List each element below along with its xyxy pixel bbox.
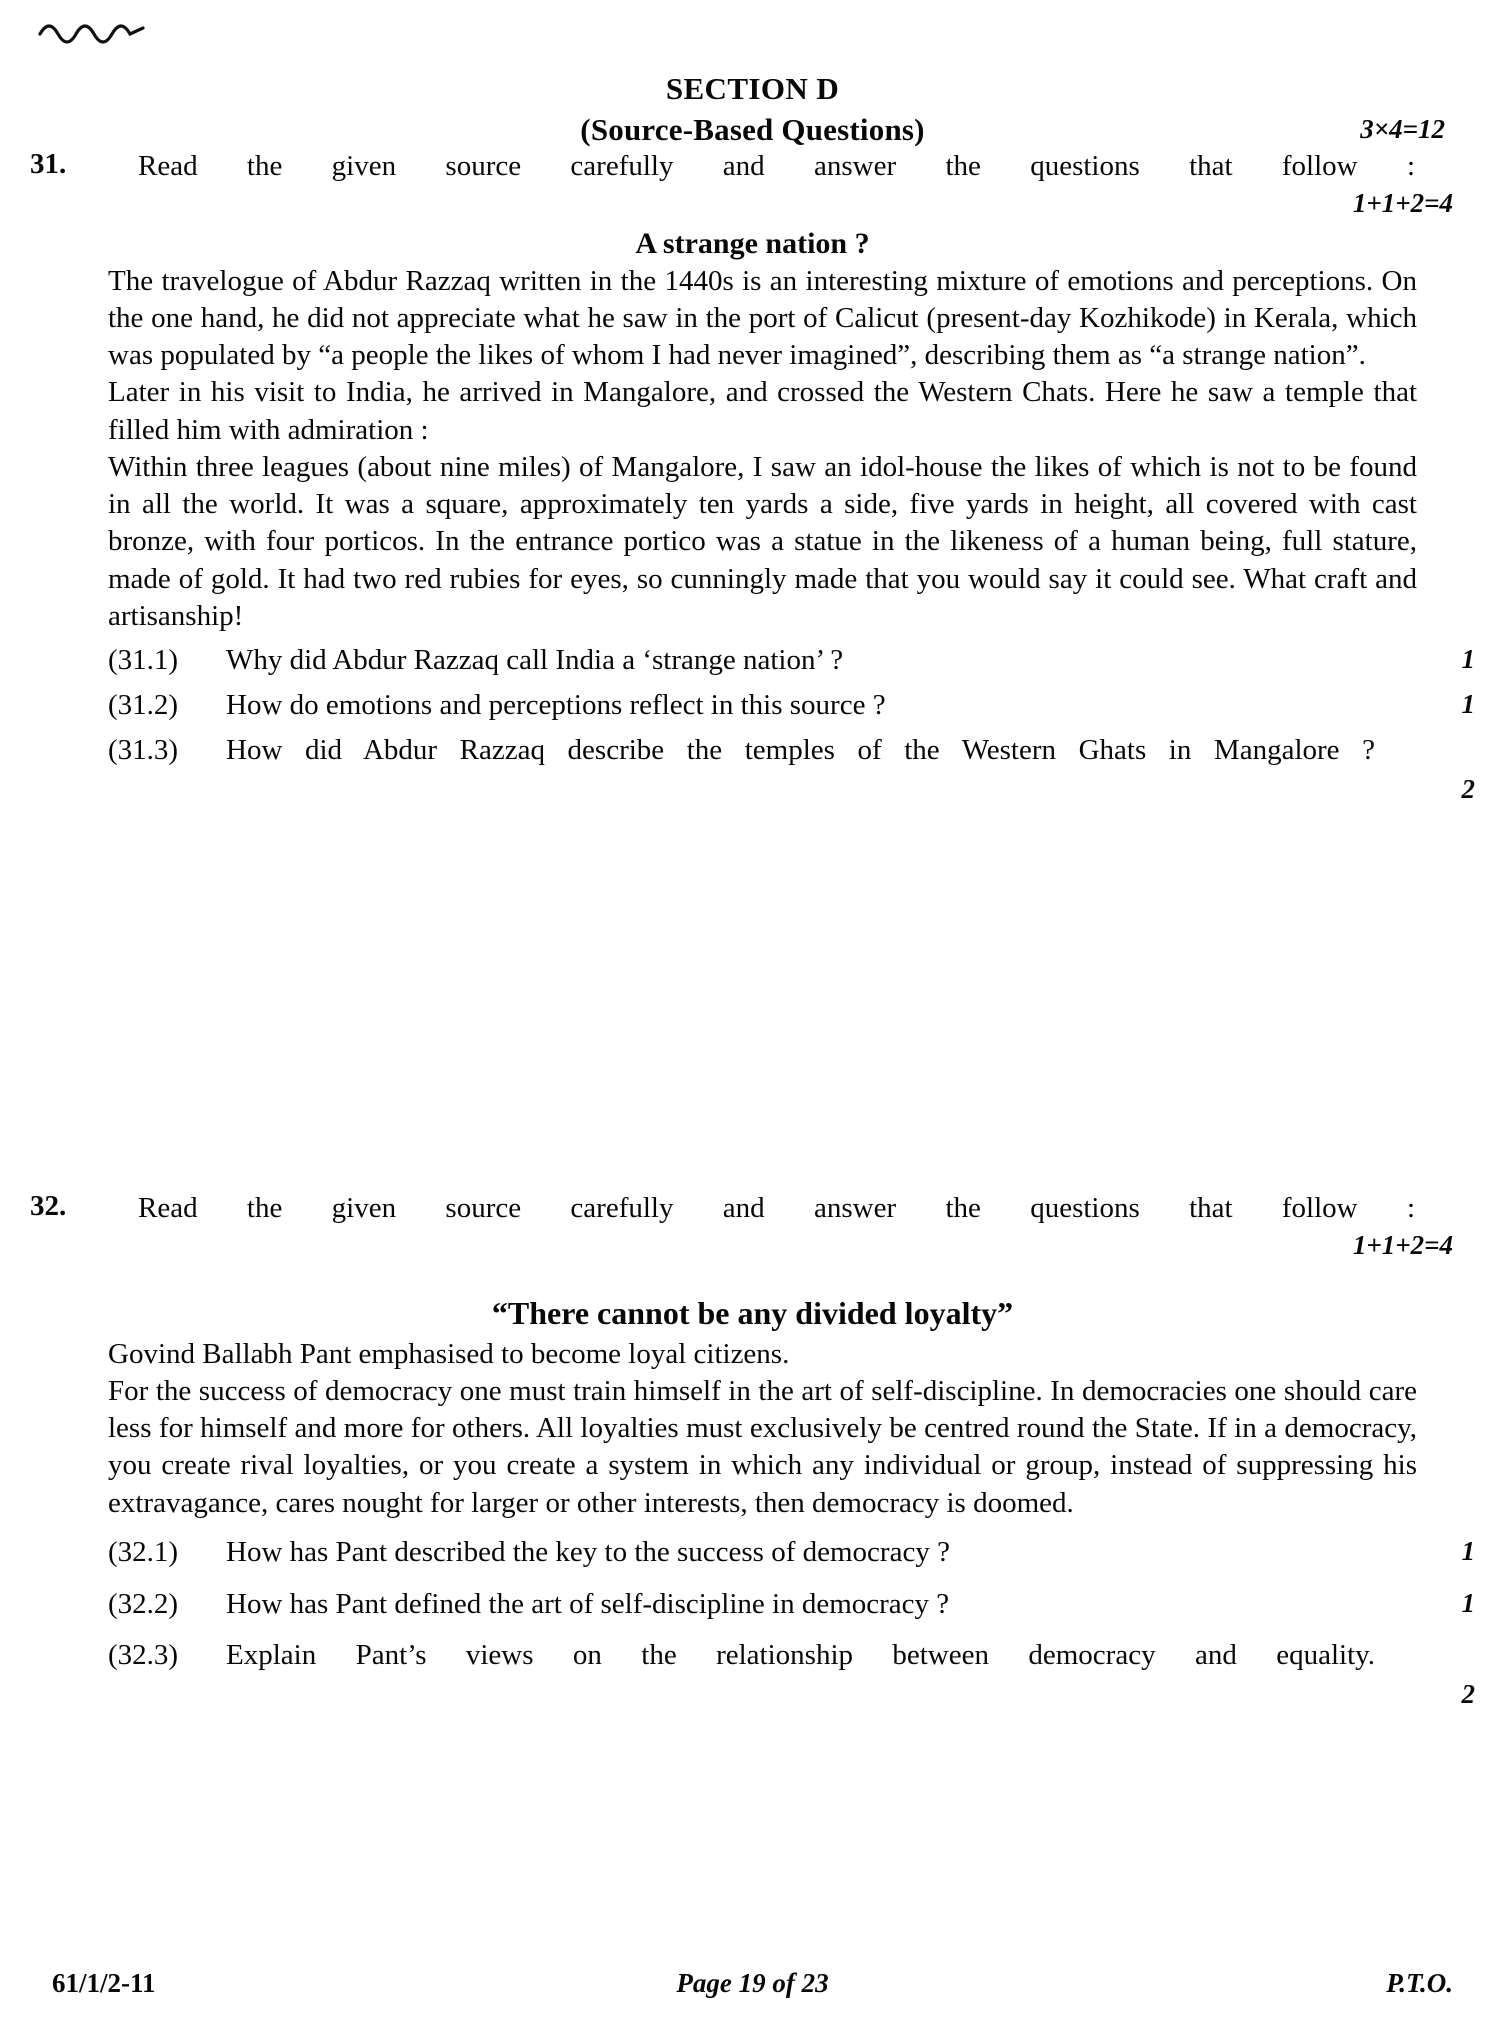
question-31-instruction-row [30, 148, 1475, 186]
subquestion-32-2-marks: 1 [1461, 1587, 1475, 1618]
question-32-instruction: Read the given source carefully and answer the questions that follow : [138, 1192, 1415, 1224]
question-32-source-title: “There cannot be any divided loyalty” [491, 1294, 1014, 1331]
subquestion-32-1-text: How has Pant described the key to the success of democracy ? [226, 1535, 950, 1568]
subquestion-31-2-text: How do emotions and perceptions reflect in this source ? [226, 688, 886, 721]
paper-code: 61/1/2-11 [52, 1968, 156, 1998]
subquestion-32-3 [30, 1637, 1475, 1710]
section-header [0, 70, 1505, 150]
question-31-paragraph-2: Later in his visit to India, he arrived in Mangalore, and crossed the Western Chats. Here he saw a temple that filled him with admiration : [108, 376, 1417, 446]
subquestion-31-1-label: (31.1) [108, 644, 179, 677]
subquestion-31-3-text: How did Abdur Razzaq describe the temples of the Western Ghats in Mangalore ? [226, 733, 1375, 766]
turn-over-label: P.T.O. [1386, 1968, 1453, 1998]
page-number: Page 19 of 23 [676, 1968, 829, 1998]
subquestion-32-2-text: How has Pant defined the art of self-discipline in democracy ? [226, 1587, 950, 1620]
question-31-marks-breakdown: 1+1+2=4 [1352, 187, 1453, 218]
question-32-number: 32. [30, 1190, 67, 1222]
section-subtitle: (Source-Based Questions) [580, 111, 925, 147]
subquestion-31-2-label: (31.2) [108, 688, 179, 721]
subquestion-32-1-label: (32.1) [108, 1535, 179, 1568]
question-32-block [30, 1190, 1475, 1710]
question-32-paragraph-1: Govind Ballabh Pant emphasised to become loyal citizens. [108, 1337, 790, 1370]
question-31-number: 31. [30, 148, 67, 180]
subquestion-31-2 [30, 687, 1475, 725]
subquestion-32-2 [30, 1586, 1475, 1624]
question-31-source-title: A strange nation ? [635, 226, 870, 260]
subquestion-32-3-text: Explain Pant’s views on the relationship between democracy and equality. [226, 1639, 1375, 1672]
subquestion-31-1-text: Why did Abdur Razzaq call India a ‘strange nation’ ? [226, 644, 844, 677]
subquestion-32-3-label: (32.3) [108, 1639, 179, 1672]
question-32-marks-breakdown: 1+1+2=4 [1352, 1229, 1453, 1260]
subquestion-31-2-marks: 1 [1461, 688, 1475, 719]
subquestion-32-1-marks: 1 [1461, 1535, 1475, 1566]
question-31-paragraph-1: The travelogue of Abdur Razzaq written in the 1440s is an interesting mixture of emotions and perceptions. On the one hand, he did not appreciate what he saw in the port of Calicut (present-day Kozhikode) in Kerala, which was populated by “a people the likes of whom I had never imagined”, describing them as “a strange nation”. [108, 264, 1417, 372]
question-31-block [30, 148, 1475, 804]
question-32-paragraph-2: For the success of democracy one must train himself in the art of self-discipline. In democracies one should care less for himself and more for others. All loyalties must exclusively be centred round the State. If in a democracy, you create rival loyalties, or you create a system in which any individual or group, instead of suppressing his extravagance, cares nought for larger or other interests, then democracy is doomed. [108, 1374, 1417, 1519]
subquestion-32-1 [30, 1534, 1475, 1572]
subquestion-31-1-marks: 1 [1461, 644, 1475, 675]
question-32-instruction-row [30, 1190, 1475, 1228]
subquestion-31-1 [30, 642, 1475, 680]
section-marks: 3×4=12 [1360, 114, 1445, 144]
subquestion-32-3-marks: 2 [1461, 1679, 1475, 1710]
question-31-paragraph-3: Within three leagues (about nine miles) of Mangalore, I saw an idol-house the likes of which is not to be found in all the world. It was a square, approximately ten yards a side, five yards in height, all covered with cast bronze, with four porticos. In the entrance portico was a statue in the likeness of a human being, full stature, made of gold. It had two red rubies for eyes, so cunningly made that you would say it could see. What craft and artisanship! [108, 450, 1417, 632]
section-title: SECTION D [665, 71, 840, 106]
question-31-instruction: Read the given source carefully and answer the questions that follow : [138, 150, 1415, 182]
squiggle-mark-icon [38, 14, 148, 54]
subquestion-31-3 [30, 732, 1475, 804]
page-footer [30, 1968, 1475, 2008]
subquestion-31-3-marks: 2 [1461, 773, 1475, 804]
subquestion-32-2-label: (32.2) [108, 1587, 179, 1620]
subquestion-31-3-label: (31.3) [108, 733, 179, 766]
